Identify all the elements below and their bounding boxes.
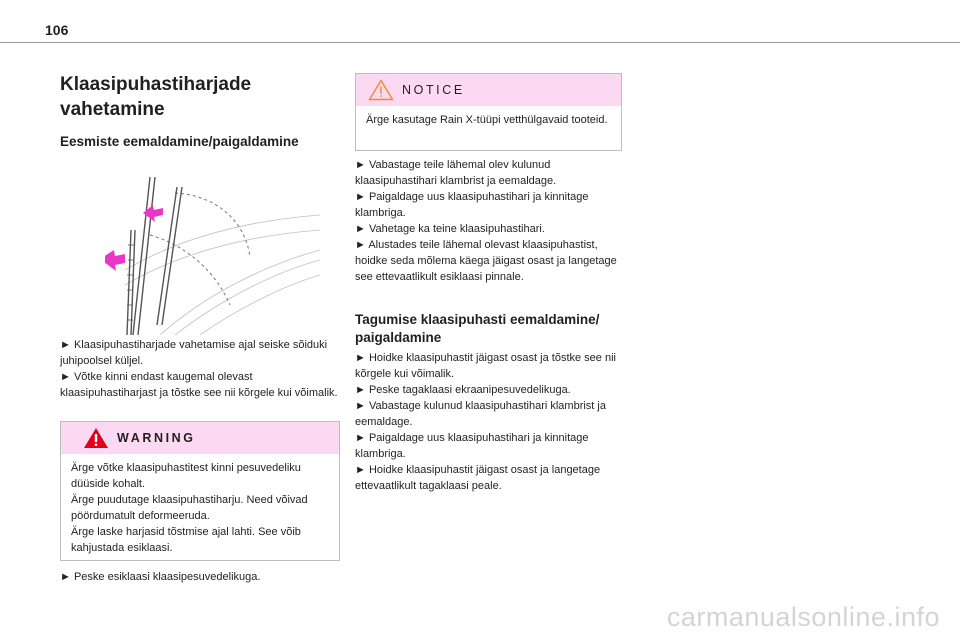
page-number: 106 [45, 22, 69, 38]
front-step-4: ► Vabastage teile lähemal olev kulunud klaasipuhastihari klambrist ja eemaldage. [355, 159, 557, 187]
front-step-7: ► Alustades teile lähemal olevast klaasipuhastist, hoidke seda mõlema käega jäigast osast ja langetage see ettevaatlikult esiklaasi pinnale. [355, 239, 617, 283]
notice-triangle-icon [368, 79, 394, 101]
warning-box [60, 421, 340, 561]
notice-label: NOTICE [402, 83, 465, 97]
rear-step-2: ► Peske tagaklaasi ekraanipesuvedelikuga. [355, 384, 571, 396]
header-rule [0, 42, 960, 43]
notice-text: Ärge kasutage Rain X-tüüpi vetthülgavaid tooteid. [366, 114, 608, 126]
notice-header [356, 74, 621, 106]
rear-step-3: ► Vabastage kulunud klaasipuhastihari klambrist ja eemaldage. [355, 400, 606, 428]
front-step-2: ► Võtke kinni endast kaugemal olevast klaasipuhastiharjast ja tõstke see nii kõrgele kui võimalik. [60, 371, 338, 399]
warning-label: WARNING [117, 431, 196, 445]
warning-header [61, 422, 339, 454]
rear-step-4: ► Paigaldage uus klaasipuhastihari ja kinnitage klambriga. [355, 432, 589, 460]
wiper-illustration [105, 175, 320, 335]
front-steps [60, 337, 340, 401]
front-step-3: ► Peske esiklaasi klaasipesuvedelikuga. [60, 571, 261, 583]
rear-step-1: ► Hoidke klaasipuhastit jäigast osast ja tõstke see nii kõrgele kui võimalik. [355, 352, 616, 380]
warning-body [61, 454, 339, 556]
rear-step-5: ► Hoidke klaasipuhastit jäigast osast ja langetage ettevaatlikult tagaklaasi peale. [355, 464, 601, 492]
rear-steps [355, 350, 625, 494]
warning-line-2: Ärge puudutage klaasipuhastiharju. Need võivad pöördumatult deformeeruda. [71, 494, 308, 522]
page-title: Klaasipuhastiharjade vahetamine [60, 74, 252, 120]
warning-line-1: Ärge võtke klaasipuhastitest kinni pesuvedeliku düüside kohalt. [71, 462, 301, 490]
rear-section-heading: Tagumise klaasipuhasti eemaldamine/ paigaldamine [355, 312, 600, 345]
front-step-1: ► Klaasipuhastiharjade vahetamise ajal seiske sõiduki juhipoolsel küljel. [60, 339, 328, 367]
warning-line-3: Ärge laske harjasid tõstmise ajal lahti. See võib kahjustada esiklaasi. [71, 526, 301, 554]
front-step-6: ► Vahetage ka teine klaasipuhastihari. [355, 223, 545, 235]
warning-triangle-icon [83, 427, 109, 449]
front-section-heading: Eesmiste eemaldamine/paigaldamine [60, 134, 299, 149]
front-continued-steps [355, 157, 625, 285]
front-step-wash [60, 569, 340, 585]
front-step-5: ► Paigaldage uus klaasipuhastihari ja kinnitage klambriga. [355, 191, 589, 219]
notice-box [355, 73, 622, 151]
notice-body [356, 106, 621, 128]
watermark: carmanualsonline.info [666, 602, 940, 632]
